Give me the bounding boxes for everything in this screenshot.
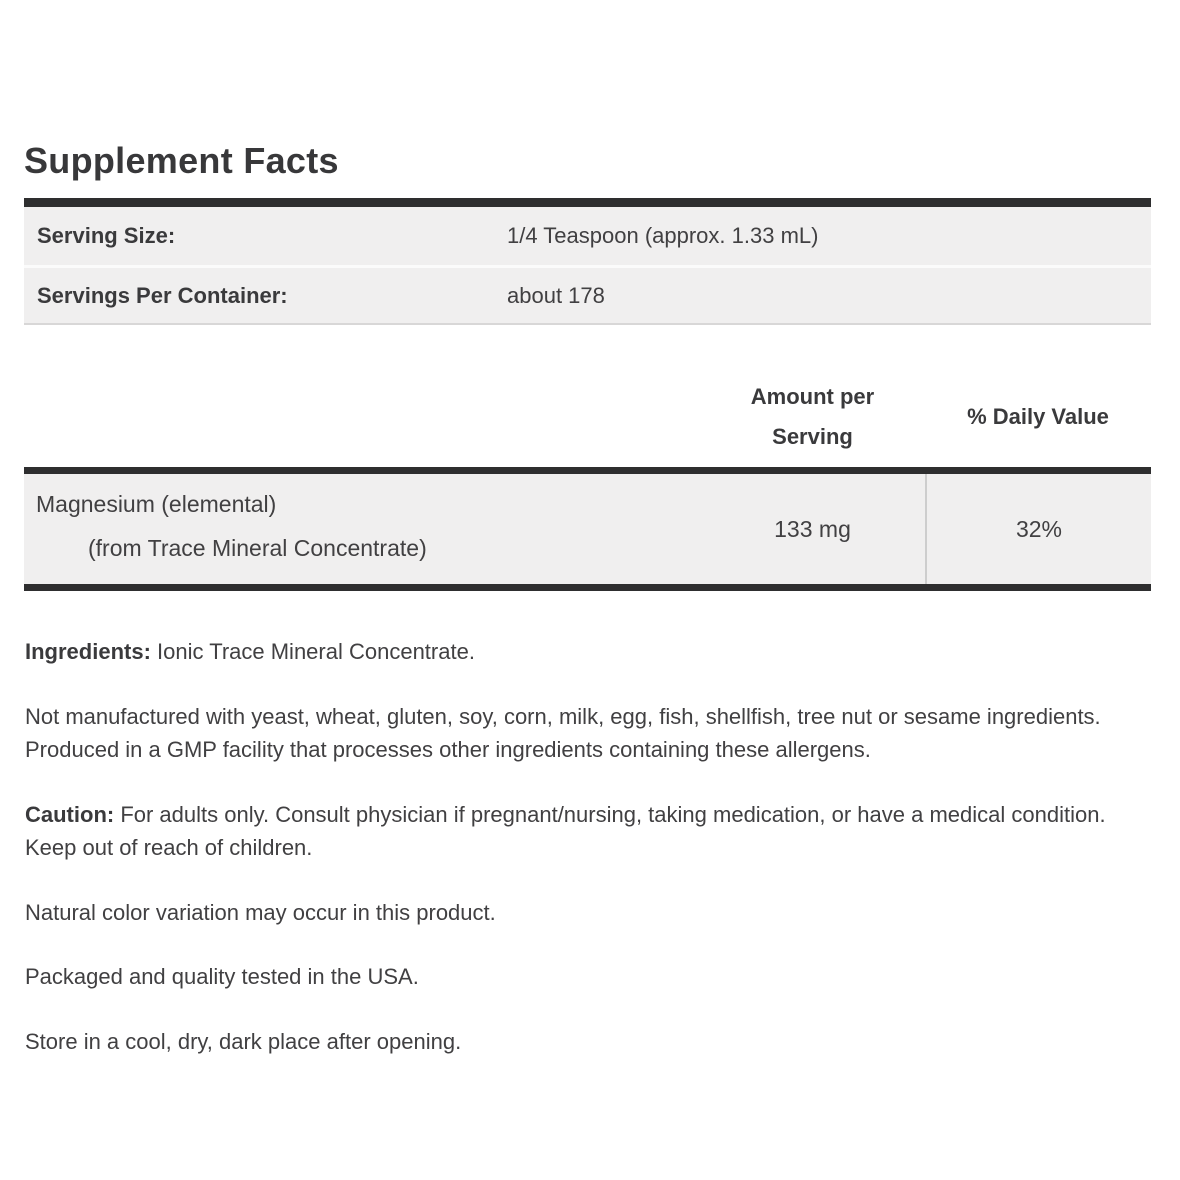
caution-text: For adults only. Consult physician if pregnant/nursing, taking medication, or have a medical condition. Keep out of reach of children. (25, 801, 1106, 860)
nutrient-daily-value-cell (925, 474, 1151, 584)
origin-note: Packaged and quality tested in the USA. (25, 964, 419, 989)
nutrient-source: (from Trace Mineral Concentrate) (88, 535, 427, 561)
serving-size-value: 1/4 Teaspoon (approx. 1.33 mL) (507, 223, 819, 248)
label-content (24, 0, 1151, 1058)
servings-per-container-label: Servings Per Container: (37, 282, 288, 308)
color-variation-note: Natural color variation may occur in this product. (25, 899, 496, 925)
amount-per-serving-header: Amount per Serving (750, 384, 875, 449)
ingredients-text: Ionic Trace Mineral Concentrate. (150, 639, 475, 664)
caution-statement (25, 798, 1115, 865)
daily-value-header: % Daily Value (967, 404, 1109, 429)
nutrient-amount: 133 mg (774, 515, 851, 542)
nutrient-name-cell (24, 474, 700, 584)
storage-note: Store in a cool, dry, dark place after opening. (25, 1028, 462, 1054)
nutrient-daily-value: 32% (1015, 515, 1063, 542)
serving-size-label: Serving Size: (37, 223, 176, 248)
servings-per-container-value: about 178 (507, 282, 605, 308)
nutrient-name: Magnesium (elemental) (36, 491, 277, 517)
nutrient-table (24, 467, 1151, 591)
ingredients-statement (25, 635, 1115, 669)
ingredients-label: Ingredients: (25, 639, 151, 664)
allergen-statement: Not manufactured with yeast, wheat, gluten, soy, corn, milk, egg, fish, shellfish, tree nut or sesame ingredients. Produced in a GMP facility that processes other ingredients containing these allergens. (25, 703, 1101, 762)
table-row (24, 265, 1151, 323)
caution-label: Caution: (25, 801, 115, 827)
table-row (24, 207, 1151, 265)
nutrient-column-headers (24, 377, 1151, 457)
serving-info-table (24, 198, 1151, 325)
nutrient-amount-cell (700, 474, 925, 584)
page-title: Supplement Facts (24, 140, 339, 181)
table-row (24, 474, 1151, 584)
